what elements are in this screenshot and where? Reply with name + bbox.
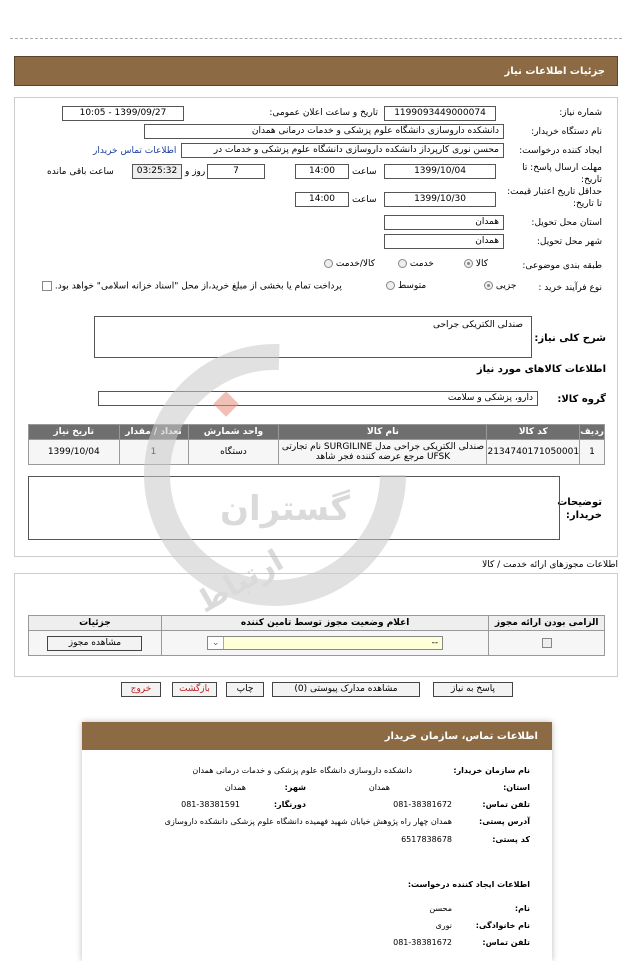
payment-option[interactable] bbox=[42, 281, 342, 292]
cell-name: صندلی الکتریکی جراحی مدل SURGILINE نام تجارتی UFSK مرجع عرضه کننده فجر شاهد bbox=[279, 440, 487, 465]
c-postal-label: کد پستی: bbox=[492, 835, 530, 844]
city-row bbox=[285, 783, 306, 792]
cat-goods-radio[interactable] bbox=[464, 259, 473, 268]
th-status: اعلام وضعیت مجوز توسط تامین کننده bbox=[161, 616, 489, 631]
c-creator-title: اطلاعات ایجاد کننده درخواست: bbox=[407, 880, 530, 889]
payment-checkbox[interactable] bbox=[42, 281, 52, 291]
cell-row: 1 bbox=[580, 440, 605, 465]
th-unit: واحد شمارش bbox=[188, 425, 279, 440]
goods-group-label: گروه کالا: bbox=[557, 394, 606, 405]
cat-goods-option[interactable] bbox=[464, 259, 488, 269]
summary-label: شرح کلی نیاز: bbox=[534, 333, 606, 344]
th-details: جزئیات bbox=[29, 616, 162, 631]
province-row bbox=[503, 783, 530, 792]
proc-partial-label: جزیی bbox=[495, 281, 517, 291]
c-province-label: استان: bbox=[503, 783, 530, 792]
buyer-org-label: نام دستگاه خریدار: bbox=[531, 127, 602, 137]
cat-service-label: خدمت bbox=[409, 259, 434, 269]
c-address-value: همدان چهار راه پژوهش خیابان شهید فهمیده دانشگاه علوم پزشکی دانشکده داروسازی bbox=[164, 817, 452, 826]
c-fax-label: دورنگار: bbox=[273, 800, 306, 809]
watermark-logo bbox=[105, 325, 445, 665]
org-value: دانشکده داروسازی دانشگاه علوم پزشکی و خدمات درمانی همدان bbox=[192, 766, 412, 775]
cat-service-option[interactable] bbox=[398, 259, 434, 269]
validity-time-label: ساعت bbox=[352, 195, 377, 205]
th-date: تاریخ نیاز bbox=[29, 425, 120, 440]
cell-code: 2134740171050001 bbox=[487, 440, 580, 465]
province-field: همدان bbox=[384, 215, 504, 230]
payment-note: پرداخت تمام یا بخشی از مبلغ خرید،از محل "اسناد خزانه اسلامی" خواهد بود. bbox=[54, 281, 342, 292]
reply-button[interactable]: پاسخ به نیاز bbox=[433, 682, 513, 697]
deadline-date-field: 1399/10/04 bbox=[384, 164, 496, 179]
cphone-row bbox=[482, 938, 530, 947]
cell-unit: دستگاه bbox=[188, 440, 279, 465]
category-label: طبقه بندی موضوعی: bbox=[522, 261, 602, 271]
name-row bbox=[515, 904, 530, 913]
th-code: کد کالا bbox=[487, 425, 580, 440]
buyer-org-field: دانشکده داروسازی دانشگاه علوم پزشکی و خدمات درمانی همدان bbox=[144, 124, 504, 139]
th-required: الزامی بودن ارائه مجوز bbox=[489, 616, 605, 631]
c-phone-value: 081-38381672 bbox=[393, 800, 452, 809]
c-city-value: همدان bbox=[224, 783, 246, 792]
deadline-label: مهلت ارسال پاسخ: تا تاریخ: bbox=[522, 163, 602, 185]
attachments-button[interactable]: مشاهده مدارک پیوستی (0) bbox=[272, 682, 420, 697]
contact-header bbox=[82, 722, 552, 750]
contact-title: اطلاعات تماس، سازمان خریدار bbox=[384, 730, 538, 742]
view-license-button[interactable]: مشاهده مجوز bbox=[47, 636, 142, 651]
contact-org-row bbox=[453, 766, 530, 775]
process-label: نوع فرآیند خرید : bbox=[538, 283, 602, 293]
city-field: همدان bbox=[384, 234, 504, 249]
proc-medium-label: متوسط bbox=[397, 281, 427, 291]
chevron-down-icon[interactable]: ⌄ bbox=[208, 637, 224, 649]
remaining-label: ساعت باقی مانده bbox=[47, 167, 114, 177]
deadline-time-label: ساعت bbox=[352, 167, 377, 177]
buyer-notes-label: توضیحات خریدار: bbox=[557, 497, 602, 521]
c-name-label: نام: bbox=[514, 904, 530, 913]
validity-time-field: 14:00 bbox=[295, 192, 349, 207]
family-row bbox=[476, 921, 530, 930]
summary-text: صندلی الکتریکی جراحی bbox=[432, 320, 523, 330]
proc-medium-radio[interactable] bbox=[386, 281, 395, 290]
proc-partial-option[interactable] bbox=[484, 281, 516, 291]
cell-required bbox=[489, 631, 605, 656]
th-name: نام کالا bbox=[279, 425, 487, 440]
org-label: نام سازمان خریدار: bbox=[453, 766, 530, 775]
page-header bbox=[14, 56, 618, 86]
print-button[interactable]: چاپ bbox=[226, 682, 264, 697]
address-row bbox=[479, 817, 530, 826]
required-checkbox bbox=[542, 638, 552, 648]
c-name-value: محسن bbox=[429, 904, 452, 913]
creator-field: محسن نوری کارپرداز دانشکده داروسازی دانشگاه علوم پزشکی و خدمات در bbox=[181, 143, 504, 158]
c-province-value: همدان bbox=[368, 783, 390, 792]
c-address-label: آدرس پستی: bbox=[479, 817, 530, 826]
c-city-label: شهر: bbox=[284, 783, 306, 792]
cat-both-label: کالا/خدمت bbox=[335, 259, 376, 269]
days-field: 7 bbox=[207, 164, 265, 179]
days-label: روز و bbox=[185, 167, 206, 177]
exit-button[interactable]: خروج bbox=[121, 682, 161, 697]
creator-title-row bbox=[408, 880, 530, 889]
proc-partial-radio[interactable] bbox=[484, 281, 493, 290]
remaining-time-field: 03:25:32 bbox=[132, 164, 182, 179]
province-label: استان محل تحویل: bbox=[531, 218, 602, 228]
c-phone-label: تلفن تماس: bbox=[482, 800, 530, 809]
goods-group-field: دارو، پزشکی و سلامت bbox=[98, 391, 538, 406]
back-button[interactable]: بازگشت bbox=[172, 682, 217, 697]
need-number-label: شماره نیاز: bbox=[559, 108, 602, 118]
cell-qty: 1 bbox=[119, 440, 188, 465]
th-row: ردیف bbox=[580, 425, 605, 440]
c-fax-value: 081-38381591 bbox=[181, 800, 240, 809]
buyer-contact-link[interactable]: اطلاعات تماس خریدار bbox=[93, 146, 177, 156]
licenses-title: اطلاعات مجوزهای ارائه خدمت / کالا bbox=[482, 560, 618, 570]
city-label: شهر محل تحویل: bbox=[536, 237, 602, 247]
cell-date: 1399/10/04 bbox=[29, 440, 120, 465]
contact-card bbox=[82, 722, 552, 961]
th-qty: تعداد / مقدار bbox=[119, 425, 188, 440]
watermark-text-1: گستران bbox=[219, 489, 351, 529]
c-cphone-label: تلفن تماس: bbox=[482, 938, 530, 947]
validity-label: حداقل تاریخ اعتبار قیمت: تا تاریخ: bbox=[507, 187, 602, 209]
deadline-time-field: 14:00 bbox=[295, 164, 349, 179]
status-select-value: -- bbox=[224, 637, 442, 649]
cat-goods-label: کالا bbox=[475, 259, 489, 269]
postal-row bbox=[492, 835, 530, 844]
phone-row bbox=[482, 800, 530, 809]
c-family-value: نوری bbox=[435, 921, 452, 930]
validity-date-field: 1399/10/30 bbox=[384, 192, 496, 207]
announce-label: تاریخ و ساعت اعلان عمومی: bbox=[269, 108, 378, 118]
proc-medium-option[interactable] bbox=[386, 281, 426, 291]
top-divider bbox=[10, 38, 622, 39]
c-cphone-value: 081-38381672 bbox=[393, 938, 452, 947]
watermark-text-2: ارتباط bbox=[191, 543, 290, 621]
page-title: جزئیات اطلاعات نیاز bbox=[504, 65, 605, 77]
c-family-label: نام خانوادگی: bbox=[475, 921, 530, 930]
fax-row bbox=[274, 800, 306, 809]
creator-label: ایجاد کننده درخواست: bbox=[519, 146, 602, 156]
cat-service-radio[interactable] bbox=[398, 259, 407, 268]
goods-info-title: اطلاعات کالاهای مورد نیاز bbox=[476, 364, 606, 375]
c-postal-value: 6517838678 bbox=[401, 835, 452, 844]
watermark-diamond bbox=[213, 391, 238, 416]
need-number-field: 1199093449000074 bbox=[384, 106, 496, 121]
cat-both-option[interactable] bbox=[324, 259, 375, 269]
announce-field: 1399/09/27 - 10:05 bbox=[62, 106, 184, 121]
cat-both-radio[interactable] bbox=[324, 259, 333, 268]
